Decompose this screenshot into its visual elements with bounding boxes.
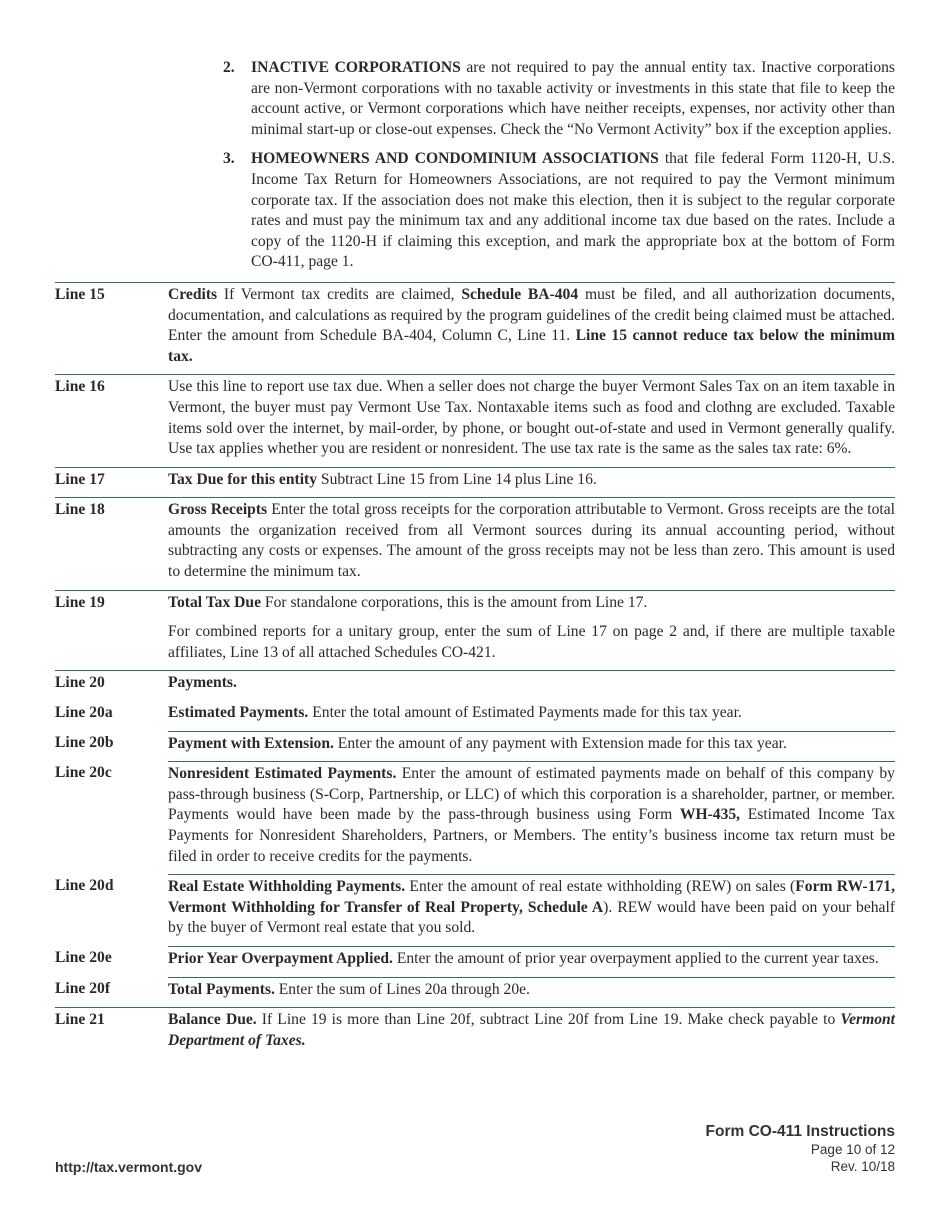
line-description: Real Estate Withholding Payments. Enter the amount of real estate withholding (REW) on sales (Form RW-171, Vermont Withholding for Transfer of Real Property, Schedule A). REW would have been paid on your behalf by the buyer of Vermont real estate that you sold.	[168, 874, 895, 946]
line-label: Line 20f	[55, 979, 111, 997]
line-21-row	[55, 1007, 895, 1058]
line-description: Gross Receipts Enter the total gross receipts for the corporation attributable to Vermont. Gross receipts are the total amounts the organization received from all Vermont sources during its annual accounting period, without subtracting any costs or expenses. The amount of the gross receipts may not be less than zero. This amount is used to determine the minimum tax.	[168, 501, 895, 581]
line-20a-row	[55, 701, 895, 731]
line-label: Line 20c	[55, 764, 112, 782]
footer-page-number: Page 10 of 12	[810, 1142, 895, 1157]
footer-website-url: http://tax.vermont.gov	[55, 1159, 203, 1175]
line-description: Use this line to report use tax due. When a seller does not charge the buyer Vermont Sales Tax on an item taxable in Vermont, the buyer must pay Vermont Use Tax. Nontaxable items such as food and clothng are excluded. Taxable items sold over the internet, by mail-order, by phone, or bought out-of-state and used in Vermont generally qualify. Use tax applies whether you are resident or nonresident. The use tax rate is the same as the sales tax rate: 6%.	[168, 378, 895, 458]
item-text: that file federal Form 1120-H, U.S. Income Tax Return for Homeowners Associations, are not required to pay the Vermont minimum corporate tax. If the association does not make this election, then it is subject to the regular corporate rates and must pay the minimum tax and any additional income tax due based on the rates. Include a copy of the 1120-H if claiming this exception, and mark the appropriate box at the bottom of Form CO-411, page 1.	[251, 150, 895, 271]
item-number: 3.	[223, 150, 235, 168]
line-label: Line 20	[55, 674, 105, 692]
line-description: Total Tax Due For standalone corporations, this is the amount from Line 17. For combined reports for a unitary group, enter the sum of Line 17 on page 2 and, if there are multiple taxable affiliates, Line 13 of all attached Schedules CO-421.	[168, 591, 895, 671]
exceptions-list	[223, 58, 895, 273]
line-description: Credits If Vermont tax credits are claimed, Schedule BA-404 must be filed, and all authorization documents, documentation, and calculations as required by the program guidelines of the credit being claimed must be attached. Enter the amount from Schedule BA-404, Column C, Line 11. Line 15 cannot reduce tax below the minimum tax.	[168, 285, 896, 365]
line-19-combined-note: For combined reports for a unitary group, enter the sum of Line 17 on page 2 and, if there are multiple taxable affiliates, Line 13 of all attached Schedules CO-421.	[168, 623, 895, 661]
item-number: 2.	[223, 59, 235, 76]
line-label: Line 20d	[55, 877, 114, 895]
line-description: Prior Year Overpayment Applied. Enter the amount of prior year overpayment applied to the current year taxes.	[168, 946, 895, 977]
footer-revision: Rev. 10/18	[830, 1159, 895, 1174]
line-label: Line 21	[55, 1011, 105, 1029]
instructions-page	[55, 58, 895, 1058]
item-text: are not required to pay the annual entity tax. Inactive corporations are non-Vermont corporations with no taxable activity or investments in this state that file to keep the account active, or Vermont corporations which have neither receipts, expenses, nor activity other than minimal start-up or close-out expenses. Check the “No Vermont Activity” box if the exception applies.	[251, 59, 895, 138]
line-description: Tax Due for this entity Subtract Line 15 from Line 14 plus Line 16.	[168, 470, 597, 488]
footer-form-title: Form CO-411 Instructions	[705, 1123, 895, 1140]
item-heading: HOMEOWNERS AND CONDOMINIUM ASSOCIATIONS	[251, 150, 659, 168]
line-description: Payments.	[168, 674, 237, 692]
exception-item-3	[223, 149, 895, 273]
line-description: Payment with Extension. Enter the amount of any payment with Extension made for this tax year.	[168, 731, 895, 762]
line-label: Line 17	[55, 470, 105, 488]
line-label: Line 15	[55, 285, 105, 303]
line-20-row	[55, 670, 895, 701]
line-20f-row	[55, 977, 895, 1008]
exception-item-2	[223, 58, 895, 140]
line-label: Line 20a	[55, 704, 113, 722]
line-description: Estimated Payments. Enter the total amount of Estimated Payments made for this tax year.	[168, 704, 742, 722]
item-heading: INACTIVE CORPORATIONS	[251, 59, 461, 76]
line-19-row	[55, 590, 895, 671]
line-label: Line 20b	[55, 733, 114, 751]
line-20c-row	[55, 761, 895, 874]
line-16-row	[55, 374, 895, 466]
line-label: Line 18	[55, 501, 105, 519]
footer-form-info	[706, 1122, 895, 1175]
line-18-row	[55, 497, 895, 589]
line-description: Nonresident Estimated Payments. Enter the amount of estimated payments made on behalf of this company by pass-through business (S-Corp, Partnership, or LLC) of which this corporation is a shareholder, partner, or member. Payments would have been made by the pass-through business using Form WH-435, Estimated Income Tax Payments for Nonresident Shareholders, Partners, or Members. The entity’s business income tax return must be filed in order to receive credits for the payments.	[168, 761, 895, 874]
line-label: Line 20e	[55, 948, 112, 966]
line-description: Balance Due. If Line 19 is more than Line 20f, subtract Line 20f from Line 19. Make check payable to Vermont Department of Taxes.	[168, 1011, 895, 1049]
line-label: Line 19	[55, 593, 105, 611]
line-17-row	[55, 467, 895, 498]
line-20b-row	[55, 731, 895, 762]
line-20d-row	[55, 874, 895, 946]
line-description: Total Payments. Enter the sum of Lines 20a through 20e.	[168, 977, 895, 1008]
line-20e-row	[55, 946, 895, 977]
line-label: Line 16	[55, 378, 105, 396]
line-15-row	[55, 282, 895, 374]
